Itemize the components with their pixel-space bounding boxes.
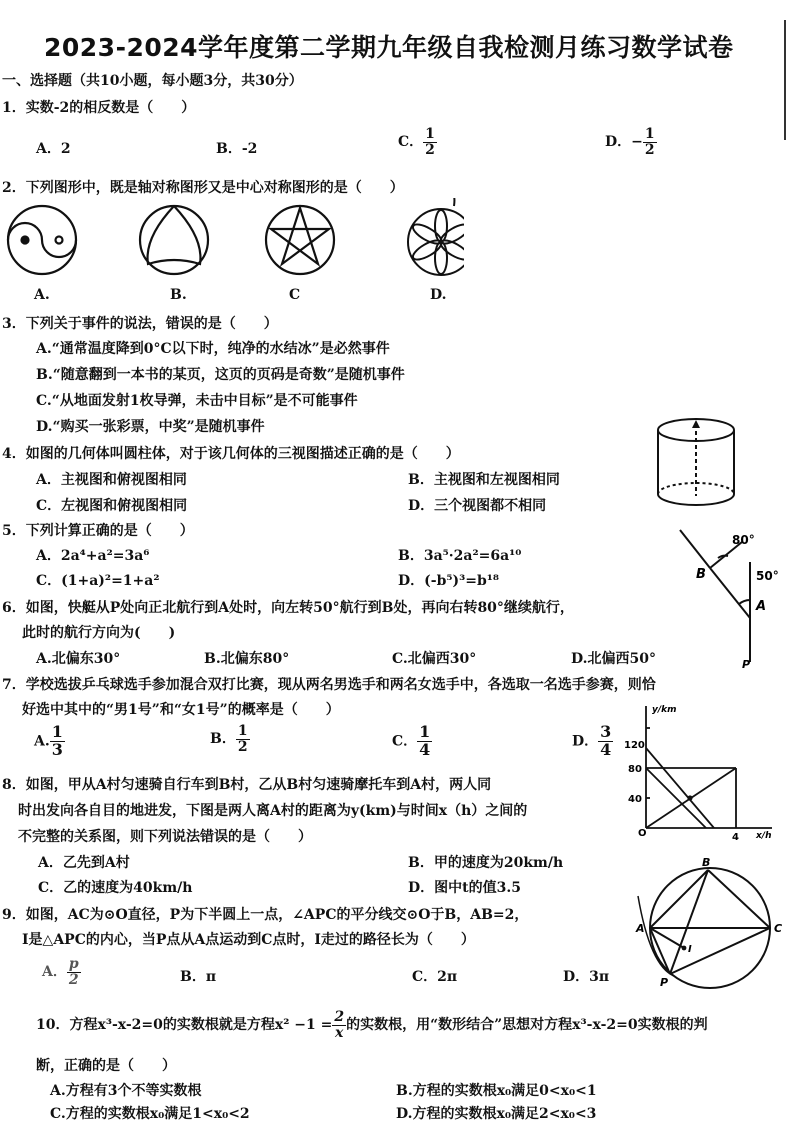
q1-option-d: D．− $\frac{1}{2}$ (605, 126, 655, 158)
q10-option-b: B.方程的实数根x₀满足0<x₀<1 (396, 1083, 597, 1099)
q7-option-d: D． $\frac{3}{4}$ (572, 722, 612, 759)
q7-option-c: C． $\frac{1}{4}$ (392, 722, 431, 759)
graph-origin: O (638, 828, 647, 839)
q9-option-d: D．3π (563, 969, 610, 985)
q1-option-a: A．2 (36, 141, 71, 157)
q5-stem: 5．下列计算正确的是（ ） (2, 523, 194, 539)
q7-option-a: A. $\frac{1}{3}$ (34, 722, 63, 759)
graph-tick-40: 40 (628, 794, 642, 805)
q4-option-d: D．三个视图都不相同 (408, 498, 547, 514)
point-b-label: B (702, 856, 711, 869)
q6-option-c: C.北偏西30° (392, 651, 477, 667)
angle-50-label: 50° (756, 569, 779, 583)
cylinder-figure (650, 414, 746, 514)
point-b-label: B (696, 567, 706, 582)
q3-option-b: B.“随意翻到一本书的某页，这页的页码是奇数”是随机事件 (36, 367, 405, 383)
q10-option-a: A.方程有3个不等实数根 (50, 1083, 202, 1099)
graph-tick-80: 80 (628, 764, 642, 775)
q7-stem-cont: 好选中其中的“男1号”和“女1号”的概率是（ ） (22, 702, 340, 718)
q2-stem: 2．下列图形中，既是轴对称图形又是中心对称图形的是（ ） (2, 180, 404, 196)
q1-option-b: B．-2 (216, 141, 258, 157)
q6-stem-cont: 此时的航行方向为( ) (22, 625, 176, 641)
angle-80-label: 80° (732, 533, 755, 547)
q2-option-c: C (289, 287, 301, 303)
q9-stem-cont: I是△APC的内心，当P点从A点运动到C点时，I走过的路径长为（ ） (22, 932, 475, 948)
q5-option-a: A．2a⁴+a²=3a⁶ (36, 548, 150, 564)
point-c-label: C (774, 922, 783, 935)
page-edge-line (784, 20, 786, 140)
navigation-figure (670, 522, 780, 670)
q9-option-c: C．2π (412, 969, 458, 985)
q10-stem-cont: 断，正确的是（ ） (36, 1058, 176, 1074)
q4-option-c: C．左视图和俯视图相同 (36, 498, 188, 514)
distance-time-graph (622, 700, 782, 842)
circle-geometry-figure (630, 856, 790, 990)
q8-option-a: A．乙先到A村 (38, 855, 130, 871)
q5-option-b: B．3a⁵·2a²=6a¹⁰ (398, 548, 522, 564)
yin-yang-figure (8, 206, 76, 274)
q4-stem: 4．如图的几何体叫圆柱体，对于该几何体的三视图描述正确的是（ ） (2, 446, 460, 462)
q5-option-c: C．(1+a)²=1+a² (36, 573, 160, 589)
page-title: 2023-2024学年度第二学期九年级自我检测月练习数学试卷 (44, 33, 734, 62)
point-a-label: A (756, 599, 767, 614)
q2-option-a: A. (34, 287, 50, 303)
graph-tick-4: 4 (732, 832, 739, 842)
reuleaux-figure (140, 206, 208, 274)
q4-option-a: A．主视图和俯视图相同 (36, 472, 187, 488)
q2-figures (4, 198, 464, 284)
pentagram-figure (266, 206, 334, 274)
q10-option-d: D.方程的实数根x₀满足2<x₀<3 (396, 1106, 597, 1122)
q3-option-c: C.“从地面发射1枚导弹，未击中目标”是不可能事件 (36, 393, 358, 409)
q3-option-a: A.“通常温度降到0°C以下时，纯净的水结冰”是必然事件 (36, 341, 390, 357)
q7-option-b: B． $\frac{1}{2}$ (210, 723, 248, 755)
q9-option-a: A． $\frac{p}{2}$ (42, 956, 79, 988)
q2-option-d: D. (430, 287, 447, 303)
q6-option-a: A.北偏东30° (36, 651, 121, 667)
q6-stem: 6．如图，快艇从P处向正北航行到A处时，向左转50°航行到B处，再向右转80°继续航行， (2, 600, 574, 616)
graph-ylabel: y/km (652, 705, 677, 715)
q8-option-b: B．甲的速度为20km/h (408, 855, 564, 871)
point-i-label: I (688, 944, 692, 955)
flower-figure (408, 198, 464, 275)
q7-stem: 7．学校选拔乒乓球选手参加混合双打比赛，现从两名男选手和两名女选手中，各选取一名选手参赛，则恰 (2, 677, 656, 693)
q9-option-b: B．π (180, 969, 217, 985)
q5-option-d: D．(-b⁵)³=b¹⁸ (398, 573, 500, 589)
q3-stem: 3．下列关于事件的说法，错误的是（ ） (2, 316, 278, 332)
graph-xlabel: x/h (756, 831, 772, 841)
section-heading: 一、选择题（共10小题，每小题3分，共30分） (2, 73, 303, 89)
q8-stem-cont2: 不完整的关系图，则下列说法错误的是（ ） (18, 829, 312, 845)
q10-stem: 10．方程x³-x-2=0的实数根就是方程x² −1 = $\frac{2}{x}$ 的实数根，用“数形结合”思想对方程x³-x-2=0实数根的判 (36, 1009, 708, 1041)
q8-option-c: C．乙的速度为40km/h (38, 880, 193, 896)
q10-option-c: C.方程的实数根x₀满足1<x₀<2 (50, 1106, 250, 1122)
q3-option-d: D.“购买一张彩票，中奖”是随机事件 (36, 419, 265, 435)
q9-stem: 9．如图，AC为⊙O直径，P为下半圆上一点，∠APC的平分线交⊙O于B，AB=2， (2, 907, 529, 923)
point-p-label: P (660, 976, 669, 989)
q4-option-b: B．主视图和左视图相同 (408, 472, 560, 488)
q2-option-b: B. (170, 287, 187, 303)
graph-tick-120: 120 (624, 740, 645, 751)
q1-option-c: C． $\frac{1}{2}$ (398, 126, 435, 158)
point-a-label: A (636, 922, 645, 935)
point-p-label: P (742, 658, 751, 670)
q8-stem-cont: 时出发向各自目的地进发，下图是两人离A村的距离为y(km)与时间x（h）之间的 (18, 803, 528, 819)
q8-option-d: D．图中t的值3.5 (408, 880, 521, 896)
q6-option-d: D.北偏西50° (571, 651, 656, 667)
q8-stem: 8．如图，甲从A村匀速骑自行车到B村，乙从B村匀速骑摩托车到A村，两人同 (2, 777, 492, 793)
q1-stem: 1．实数-2的相反数是（ ） (2, 100, 196, 116)
q6-option-b: B.北偏东80° (204, 651, 290, 667)
